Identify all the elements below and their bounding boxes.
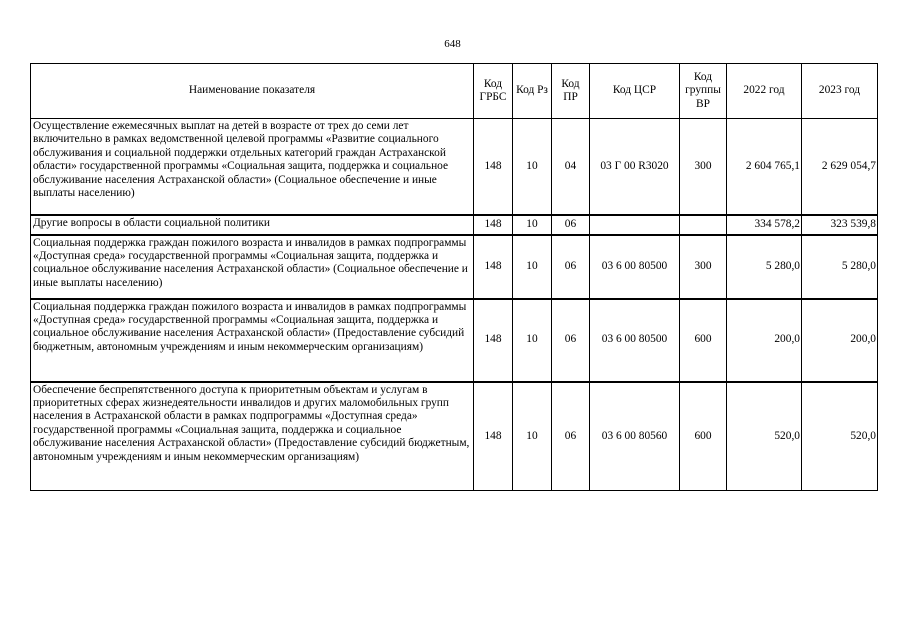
budget-table (30, 63, 878, 491)
row-name: Другие вопросы в области социальной политики (31, 215, 474, 235)
row-grbs: 148 (474, 215, 513, 235)
row-2023: 2 629 054,7 (802, 119, 878, 215)
row-pr: 06 (552, 299, 590, 382)
table-row (31, 299, 878, 382)
row-name: Социальная поддержка граждан пожилого возраста и инвалидов в рамках подпрограммы «Доступная среда» государственной программы «Социальная защита, поддержка и социальное обслуживание населения Астраханской области» (Социальное обеспечение и иные выплаты населению) (31, 235, 474, 299)
row-rz: 10 (513, 119, 552, 215)
row-csr: 03 6 00 80560 (590, 382, 680, 491)
table-row (31, 382, 878, 491)
row-vr (680, 215, 727, 235)
row-2022: 334 578,2 (727, 215, 802, 235)
table-row (31, 215, 878, 235)
row-vr: 300 (680, 235, 727, 299)
row-csr (590, 215, 680, 235)
table-row (31, 235, 878, 299)
row-2023: 520,0 (802, 382, 878, 491)
header-pr: Код ПР (552, 64, 590, 119)
row-grbs: 148 (474, 299, 513, 382)
header-2023: 2023 год (802, 64, 878, 119)
row-pr: 06 (552, 215, 590, 235)
header-vr: Код группы ВР (680, 64, 727, 119)
row-grbs: 148 (474, 235, 513, 299)
row-csr: 03 Г 00 R3020 (590, 119, 680, 215)
header-2022: 2022 год (727, 64, 802, 119)
row-2022: 2 604 765,1 (727, 119, 802, 215)
header-rz: Код Рз (513, 64, 552, 119)
row-2023: 323 539,8 (802, 215, 878, 235)
header-csr: Код ЦСР (590, 64, 680, 119)
row-grbs: 148 (474, 382, 513, 491)
row-name: Осуществление ежемесячных выплат на детей в возрасте от трех до семи лет включительно в рамках ведомственной целевой программы «Развитие социального обслуживания и социальной поддержки отдельных категорий граждан Астраханской области» государственной программы «Социальная защита, поддержка и социальное обслуживание населения Астраханской области» (Социальное обеспечение и иные выплаты населению) (31, 119, 474, 215)
row-pr: 06 (552, 382, 590, 491)
table-header-row (31, 64, 878, 119)
row-rz: 10 (513, 235, 552, 299)
row-2022: 200,0 (727, 299, 802, 382)
row-2023: 200,0 (802, 299, 878, 382)
row-name: Обеспечение беспрепятственного доступа к приоритетным объектам и услугам в приоритетных сферах жизнедеятельности инвалидов и других маломобильных групп населения в Астраханской области в рамках подпрограммы «Доступная среда» государственной программы «Социальная защита, поддержка и социальное обслуживание населения Астраханской области» (Предоставление субсидий бюджетным, автономным учреждениям и иным некоммерческим организациям) (31, 382, 474, 491)
header-grbs: Код ГРБС (474, 64, 513, 119)
row-csr: 03 6 00 80500 (590, 299, 680, 382)
row-vr: 300 (680, 119, 727, 215)
row-rz: 10 (513, 382, 552, 491)
row-2023: 5 280,0 (802, 235, 878, 299)
row-2022: 5 280,0 (727, 235, 802, 299)
page-number: 648 (444, 38, 461, 50)
row-vr: 600 (680, 382, 727, 491)
row-vr: 600 (680, 299, 727, 382)
row-csr: 03 6 00 80500 (590, 235, 680, 299)
row-2022: 520,0 (727, 382, 802, 491)
row-pr: 06 (552, 235, 590, 299)
table-row (31, 119, 878, 215)
row-rz: 10 (513, 299, 552, 382)
row-rz: 10 (513, 215, 552, 235)
row-pr: 04 (552, 119, 590, 215)
header-name: Наименование показателя (31, 64, 474, 119)
row-name: Социальная поддержка граждан пожилого возраста и инвалидов в рамках подпрограммы «Доступная среда» государственной программы «Социальная защита, поддержка и социальное обслуживание населения Астраханской области» (Предоставление субсидий бюджетным, автономным учреждениям и иным некоммерческим организациям) (31, 299, 474, 382)
row-grbs: 148 (474, 119, 513, 215)
